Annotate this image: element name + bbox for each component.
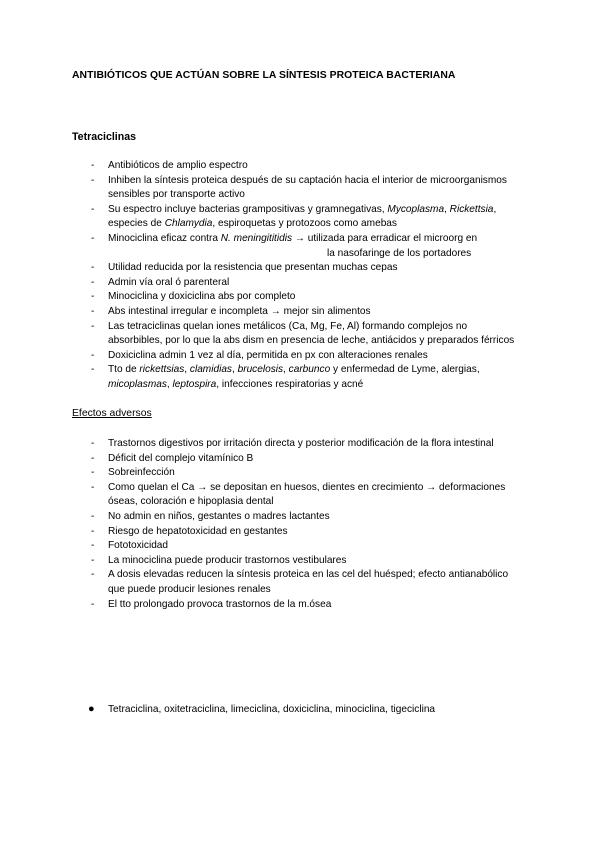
list-item-text: Fototoxicidad [108, 540, 169, 552]
list-item [0, 261, 518, 276]
list-item-text: Utilidad reducida por la resistencia que presentan muchas cepas [108, 262, 398, 274]
list-item-text: Minociclina eficaz contra N. meningititidis → utilizada para erradicar el microorg en [108, 232, 478, 244]
list-item-text: Como quelan el Ca → se depositan en huesos, dientes en crecimiento → deformaciones óseas, coloración e hipoplasia dental [108, 481, 506, 508]
dash-marker: - [91, 203, 95, 215]
list-item [0, 466, 518, 481]
dash-marker: - [91, 305, 95, 317]
list-item [0, 174, 518, 203]
list-item [0, 510, 518, 525]
list-item [0, 232, 518, 261]
section-heading-tetraciclinas: Tetraciclinas [72, 131, 136, 143]
adverse-effects-heading: Efectos adversos [72, 408, 152, 419]
adverse-effects-list [0, 437, 518, 612]
list-item [0, 305, 518, 320]
dash-marker: - [91, 364, 95, 376]
dash-marker: - [91, 481, 95, 493]
list-item-text: Sobreinfección [108, 467, 175, 479]
document-title: ANTIBIÓTICOS QUE ACTÚAN SOBRE LA SÍNTESIS PROTEICA BACTERIANA [72, 70, 456, 81]
drug-list [0, 703, 528, 718]
dash-marker: - [91, 291, 95, 303]
dash-marker: - [91, 349, 95, 361]
italic-term: carbunco [288, 364, 331, 376]
dash-marker: - [91, 320, 95, 332]
dash-marker: - [91, 540, 95, 552]
list-item [0, 159, 518, 174]
dash-marker: - [91, 438, 95, 449]
list-item-text: Doxiciclina admin 1 vez al día, permitida en px con alteraciones renales [108, 349, 428, 361]
list-item-text: Trastornos digestivos por irritación directa y posterior modificación de la flora intestinal [108, 438, 494, 449]
list-item [0, 452, 518, 467]
list-item-text: Inhiben la síntesis proteica después de su captación hacia el interior de microorganismos sensibles por transporte activo [108, 174, 507, 201]
list-item [0, 276, 518, 291]
tetraciclinas-list [0, 159, 518, 393]
list-item-text: Minociclina y doxiciclina abs por completo [108, 291, 296, 303]
list-item [0, 554, 518, 569]
list-item-text: Riesgo de hepatotoxicidad en gestantes [108, 525, 288, 537]
list-item-text: Tto de rickettsias, clamidias, brucelosis, carbunco y enfermedad de Lyme, alergias, micoplasmas, leptospira, infecciones respiratorias y acné [108, 364, 480, 390]
italic-term: Rickettsia [449, 203, 494, 215]
dash-marker: - [91, 262, 95, 274]
dash-marker: - [91, 160, 95, 171]
list-item [0, 568, 518, 597]
italic-term: clamidias [189, 364, 232, 376]
dash-marker: - [91, 510, 95, 522]
dash-marker: - [91, 525, 95, 537]
list-item-text: A dosis elevadas reducen la síntesis proteica en las cel del huésped; efecto antianabólico que puede producir lesiones renales [108, 569, 509, 595]
list-item [0, 203, 518, 232]
italic-term: Mycoplasma [387, 203, 445, 215]
list-item-text: Abs intestinal irregular e incompleta → mejor sin alimentos [108, 305, 371, 317]
list-item-text: Déficit del complejo vitamínico B [108, 452, 254, 464]
dash-marker: - [91, 598, 95, 610]
italic-term: leptospira [172, 378, 217, 390]
italic-term: Chlamydia [164, 218, 213, 230]
list-item-text: Antibióticos de amplio espectro [108, 160, 248, 171]
list-item [0, 703, 528, 718]
list-item-continuation: la nasofaringe de los portadores [327, 247, 472, 259]
list-item-text: Su espectro incluye bacterias grampositivas y gramnegativas, Mycoplasma, Rickettsia, especies de Chlamydia, espiroquetas y protozoos como amebas [108, 203, 497, 230]
list-item-text: Admin vía oral ó parenteral [108, 276, 230, 288]
list-item [0, 481, 518, 510]
list-item [0, 320, 518, 349]
list-item-text: El tto prolongado provoca trastornos de la m.ósea [108, 598, 332, 610]
list-item [0, 290, 518, 305]
dash-marker: - [91, 554, 95, 566]
list-item [0, 539, 518, 554]
italic-term: rickettsias [139, 364, 185, 376]
list-item [0, 349, 518, 364]
italic-term: brucelosis [237, 364, 284, 376]
dash-marker: - [91, 467, 95, 479]
dash-marker: - [91, 174, 95, 186]
italic-term: N. meningititidis [220, 232, 293, 244]
dash-marker: - [91, 276, 95, 288]
dash-marker: - [91, 452, 95, 464]
dash-marker: - [91, 232, 95, 244]
bullet-marker: ● [88, 703, 95, 715]
list-item [0, 598, 518, 613]
list-item [0, 363, 518, 392]
list-item-text: Las tetraciclinas quelan iones metálicos (Ca, Mg, Fe, Al) formando complejos no absorbibles, por lo que la abs dism en presencia de leche, antiácidos y preparados férricos [108, 320, 515, 347]
list-item [0, 525, 518, 540]
drug-list-text: Tetraciclina, oxitetraciclina, limeciclina, doxiciclina, minociclina, tigeciclina [108, 704, 436, 715]
list-item [0, 437, 518, 452]
italic-term: micoplasmas [108, 378, 167, 390]
list-item-text: La minociclina puede producir trastornos vestibulares [108, 554, 347, 566]
list-item-text: No admin en niños, gestantes o madres lactantes [108, 510, 330, 522]
dash-marker: - [91, 569, 95, 581]
